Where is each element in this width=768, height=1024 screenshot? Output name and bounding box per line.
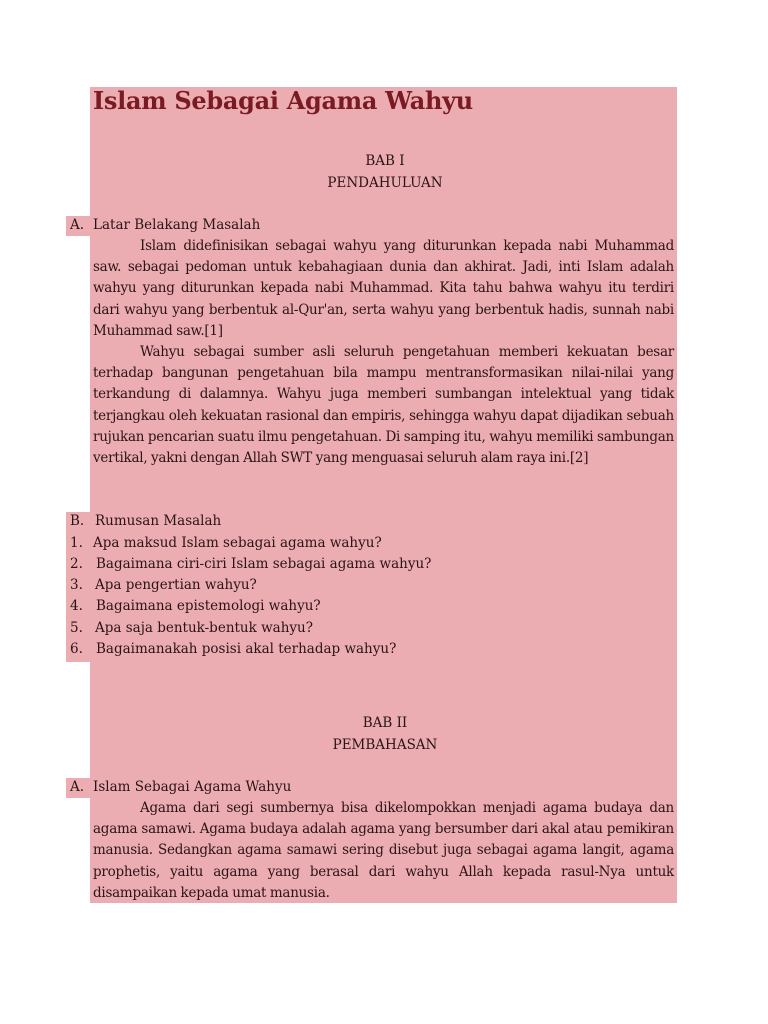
- list-item-text: Bagaimana epistemologi wahyu?: [96, 598, 321, 614]
- list-item-number: 6.: [70, 641, 83, 657]
- bab2-heading: BAB II: [362, 715, 408, 731]
- list-item-number: 2.: [70, 556, 83, 572]
- section-a-heading: Latar Belakang Masalah: [93, 217, 261, 233]
- section-a-paragraph-2: Wahyu sebagai sumber asli seluruh pengetahuan memberi kekuatan besar terhadap bangunan pengetahuan bila mampu mentransformasikan nilai-nilai yang terkandung di dalamnya. Wahyu juga memberi sumbangan intelektual yang tidak terjangkau oleh kekuatan rasional dan empiris, sehingga wahyu dapat dijadikan sebuah rujukan pencarian suatu ilmu pengetahuan. Di samping itu, wahyu memiliki sambungan vertikal, yakni dengan Allah SWT yang menguasai seluruh alam raya ini.[2]: [93, 344, 674, 467]
- list-item-text: Bagaimanakah posisi akal terhadap wahyu?: [96, 641, 397, 657]
- bab1-subheading: PENDAHULUAN: [327, 175, 443, 191]
- list-item-text: Bagaimana ciri-ciri Islam sebagai agama wahyu?: [96, 556, 432, 572]
- section-a-paragraph-1: Islam didefinisikan sebagai wahyu yang diturunkan kepada nabi Muhammad saw. sebagai pedoman untuk kebahagiaan dunia dan akhirat. Jadi, inti Islam adalah wahyu yang diturunkan kepada nabi Muhammad. Kita tahu bahwa wahyu itu terdiri dari wahyu yang berbentuk al-Qur'an, serta wahyu yang berbentuk hadis, sunnah nabi Muhammad saw.[1]: [93, 238, 674, 339]
- list-item-text: Apa saja bentuk-bentuk wahyu?: [95, 620, 313, 636]
- list-item-number: 3.: [70, 577, 83, 593]
- bab2-subheading: PEMBAHASAN: [332, 737, 438, 753]
- section-b-marker: B.: [70, 513, 85, 529]
- list-item-number: 1.: [70, 535, 83, 551]
- section-a2-marker: A.: [70, 779, 85, 795]
- list-item-number: 5.: [70, 620, 83, 636]
- section-a2-paragraph-1: Agama dari segi sumbernya bisa dikelompokkan menjadi agama budaya dan agama samawi. Agama budaya adalah agama yang bersumber dari akal atau pemikiran manusia. Sedangkan agama samawi sering disebut juga sebagai agama langit, agama prophetis, yaitu agama yang berasal dari wahyu Allah kepada rasul-Nya untuk disampaikan kepada umat manusia.: [93, 800, 674, 901]
- document-title: Islam Sebagai Agama Wahyu: [93, 86, 473, 115]
- list-item-text: Apa maksud Islam sebagai agama wahyu?: [93, 535, 382, 551]
- section-a-marker: A.: [70, 217, 85, 233]
- list-item-number: 4.: [70, 598, 83, 614]
- section-b-heading: Rumusan Masalah: [95, 513, 222, 529]
- bab1-heading: BAB I: [365, 153, 405, 169]
- section-a2-heading: Islam Sebagai Agama Wahyu: [93, 779, 292, 795]
- list-item-text: Apa pengertian wahyu?: [95, 577, 257, 593]
